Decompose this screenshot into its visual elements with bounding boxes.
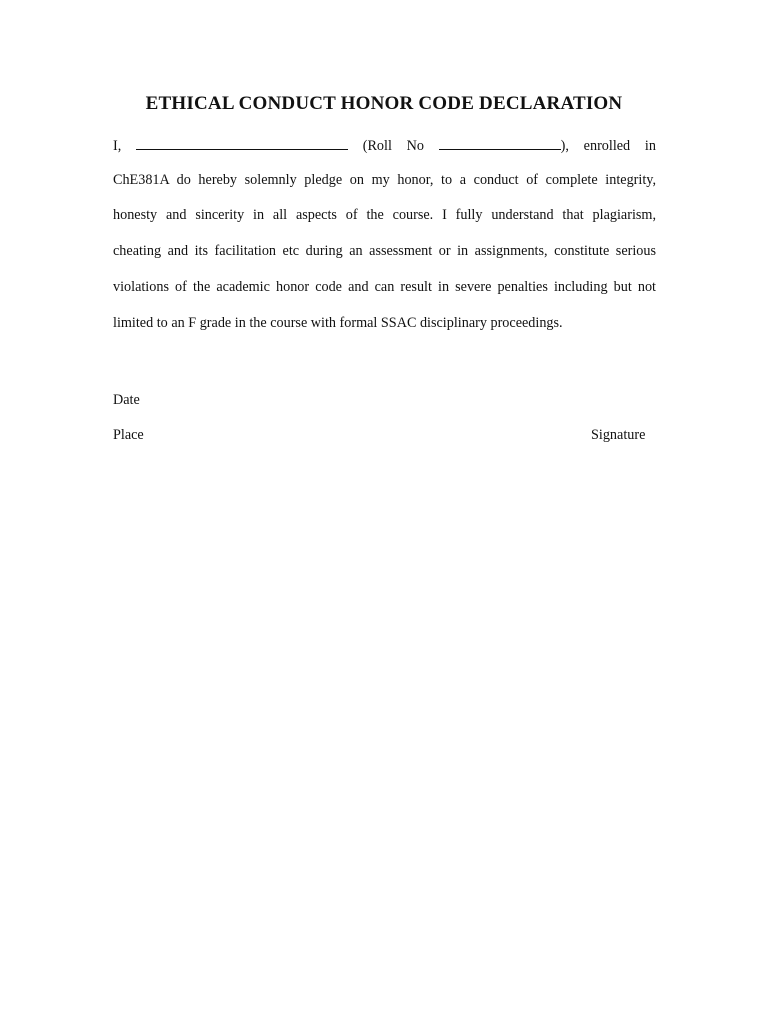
roll-open-text: (Roll <box>362 138 392 154</box>
pronoun-text: I, <box>113 138 122 154</box>
declaration-line-2: ChE381A do hereby solemnly pledge on my honor, to a conduct of complete integrity, <box>113 172 656 188</box>
document-title: ETHICAL CONDUCT HONOR CODE DECLARATION <box>145 93 623 114</box>
roll-field <box>439 136 569 155</box>
declaration-line-5: violations of the academic honor code and can result in severe penalties including but not <box>113 279 656 295</box>
declaration-line-4: cheating and its facilitation etc during an assessment or in assignments, constitute serious <box>113 243 656 259</box>
in-text: in <box>644 138 656 154</box>
date-label: Date <box>113 392 140 408</box>
place-label: Place <box>113 427 144 443</box>
declaration-line-6: limited to an F grade in the course with formal SSAC disciplinary proceedings. <box>113 315 563 331</box>
declaration-line-3: honesty and sincerity in all aspects of the course. I fully understand that plagiarism, <box>113 207 656 223</box>
enrolled-text: enrolled <box>583 138 631 154</box>
signature-label: Signature <box>591 427 646 443</box>
declaration-line-1 <box>113 136 656 155</box>
name-blank <box>136 136 348 150</box>
roll-close-text: ), <box>560 138 569 154</box>
roll-no-text: No <box>406 138 424 154</box>
roll-number-blank <box>439 136 561 150</box>
